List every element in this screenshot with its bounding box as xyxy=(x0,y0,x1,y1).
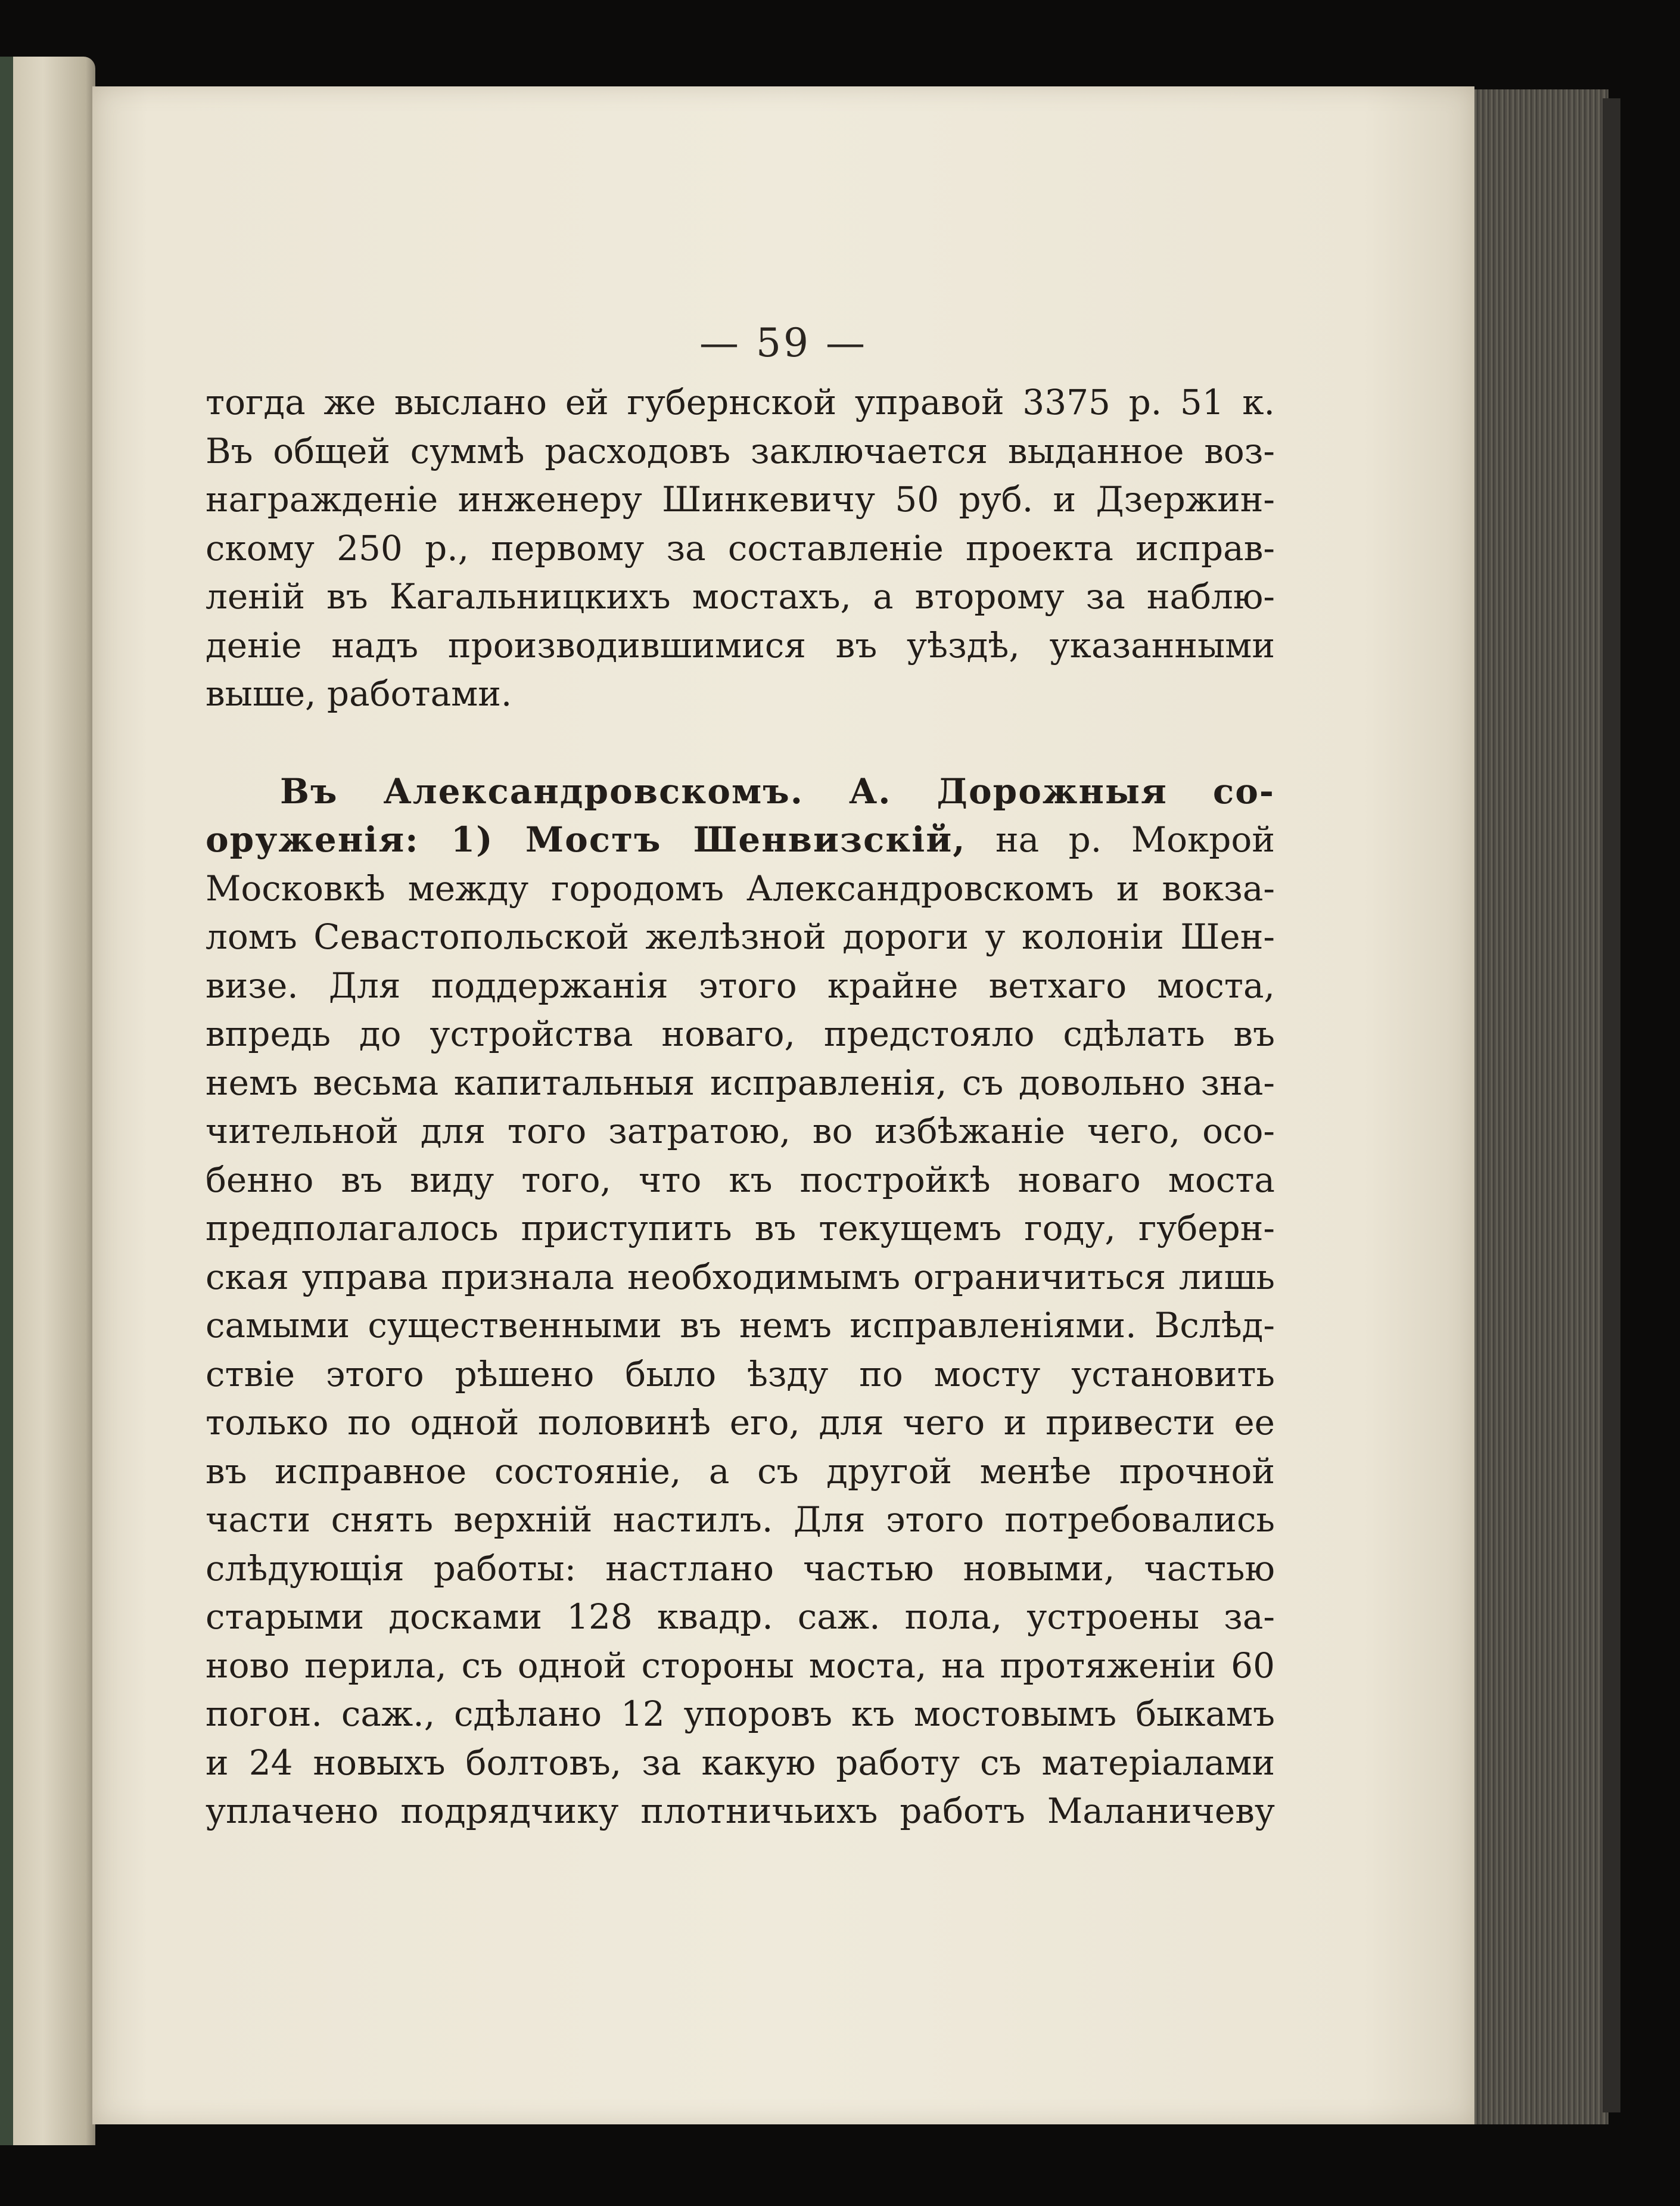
book-page xyxy=(92,86,1474,2124)
text-line: немъ весьма капитальныя исправленія, съ довольно зна- xyxy=(206,1062,1275,1103)
text-line: въ исправное состояніе, а съ другой менѣе прочной xyxy=(206,1450,1275,1492)
text-line: и 24 новыхъ болтовъ, за какую работу съ матеріалами xyxy=(206,1742,1275,1783)
section-heading-bold: оруженія: 1) Мостъ Шенвизскій, xyxy=(206,819,966,860)
text-line: леній въ Кагальницкихъ мостахъ, а второму за наблю- xyxy=(206,576,1275,617)
text-line: ломъ Севастопольской желѣзной дороги у колоніи Шен- xyxy=(206,916,1275,957)
text-line: выше, работами. xyxy=(206,673,512,714)
text-line: самыми существенными въ немъ исправленіями. Вслѣд- xyxy=(206,1305,1275,1346)
text-line: чительной для того затратою, во избѣжаніе чего, осо- xyxy=(206,1111,1275,1151)
text-line: награжденіе инженеру Шинкевичу 50 руб. и Дзержин- xyxy=(206,479,1275,520)
page-text xyxy=(206,378,1275,1836)
text-line: ская управа признала необходимымъ ограничиться лишь xyxy=(206,1256,1275,1297)
page-edges-stack xyxy=(1469,89,1609,2124)
text-line: предполагалось приступить въ текущемъ году, губерн- xyxy=(206,1208,1275,1248)
paragraph-gap xyxy=(206,719,1275,768)
text-line: ствіе этого рѣшено было ѣзду по мосту установить xyxy=(206,1353,1275,1394)
text-line: скому 250 р., первому за составленіе проекта исправ- xyxy=(206,527,1275,568)
text-line: ново перила, съ одной стороны моста, на протяженіи 60 xyxy=(206,1645,1275,1686)
book-cover-edge xyxy=(1603,98,1620,2112)
section-heading-line xyxy=(206,816,1275,865)
text-line: старыми досками 128 квадр. саж. пола, устроены за- xyxy=(206,1596,1275,1637)
text-line: впредь до устройства новаго, предстояло сдѣлать въ xyxy=(206,1014,1275,1054)
text-line: деніе надъ производившимися въ уѣздѣ, указанными xyxy=(206,624,1275,666)
book-binding xyxy=(0,57,13,2145)
text-line: бенно въ виду того, что къ постройкѣ новаго моста xyxy=(206,1159,1275,1200)
text-run: на р. Мокрой xyxy=(966,819,1275,860)
text-line: уплачено подрядчику плотничьихъ работъ Маланичеву xyxy=(206,1791,1275,1831)
previous-page-edge xyxy=(0,57,95,2145)
text-line: только по одной половинѣ его, для чего и привести ее xyxy=(206,1402,1275,1443)
text-line: части снять верхній настилъ. Для этого потребовались xyxy=(206,1499,1275,1540)
text-line: Московкѣ между городомъ Александровскомъ и вокза- xyxy=(206,868,1275,909)
section-heading: Въ Александровскомъ. А. Дорожныя со- xyxy=(280,770,1275,812)
text-line: погон. саж., сдѣлано 12 упоровъ къ мостовымъ быкамъ xyxy=(206,1694,1275,1734)
text-line: тогда же выслано ей губернской управой 3375 р. 51 к. xyxy=(206,382,1275,422)
text-line: Въ общей суммѣ расходовъ заключается выданное воз- xyxy=(206,430,1275,471)
text-line: визе. Для поддержанія этого крайне ветхаго моста, xyxy=(206,965,1275,1006)
text-line: слѣдующія работы: настлано частью новыми, частью xyxy=(206,1548,1275,1589)
page-number: — 59 — xyxy=(699,320,867,366)
